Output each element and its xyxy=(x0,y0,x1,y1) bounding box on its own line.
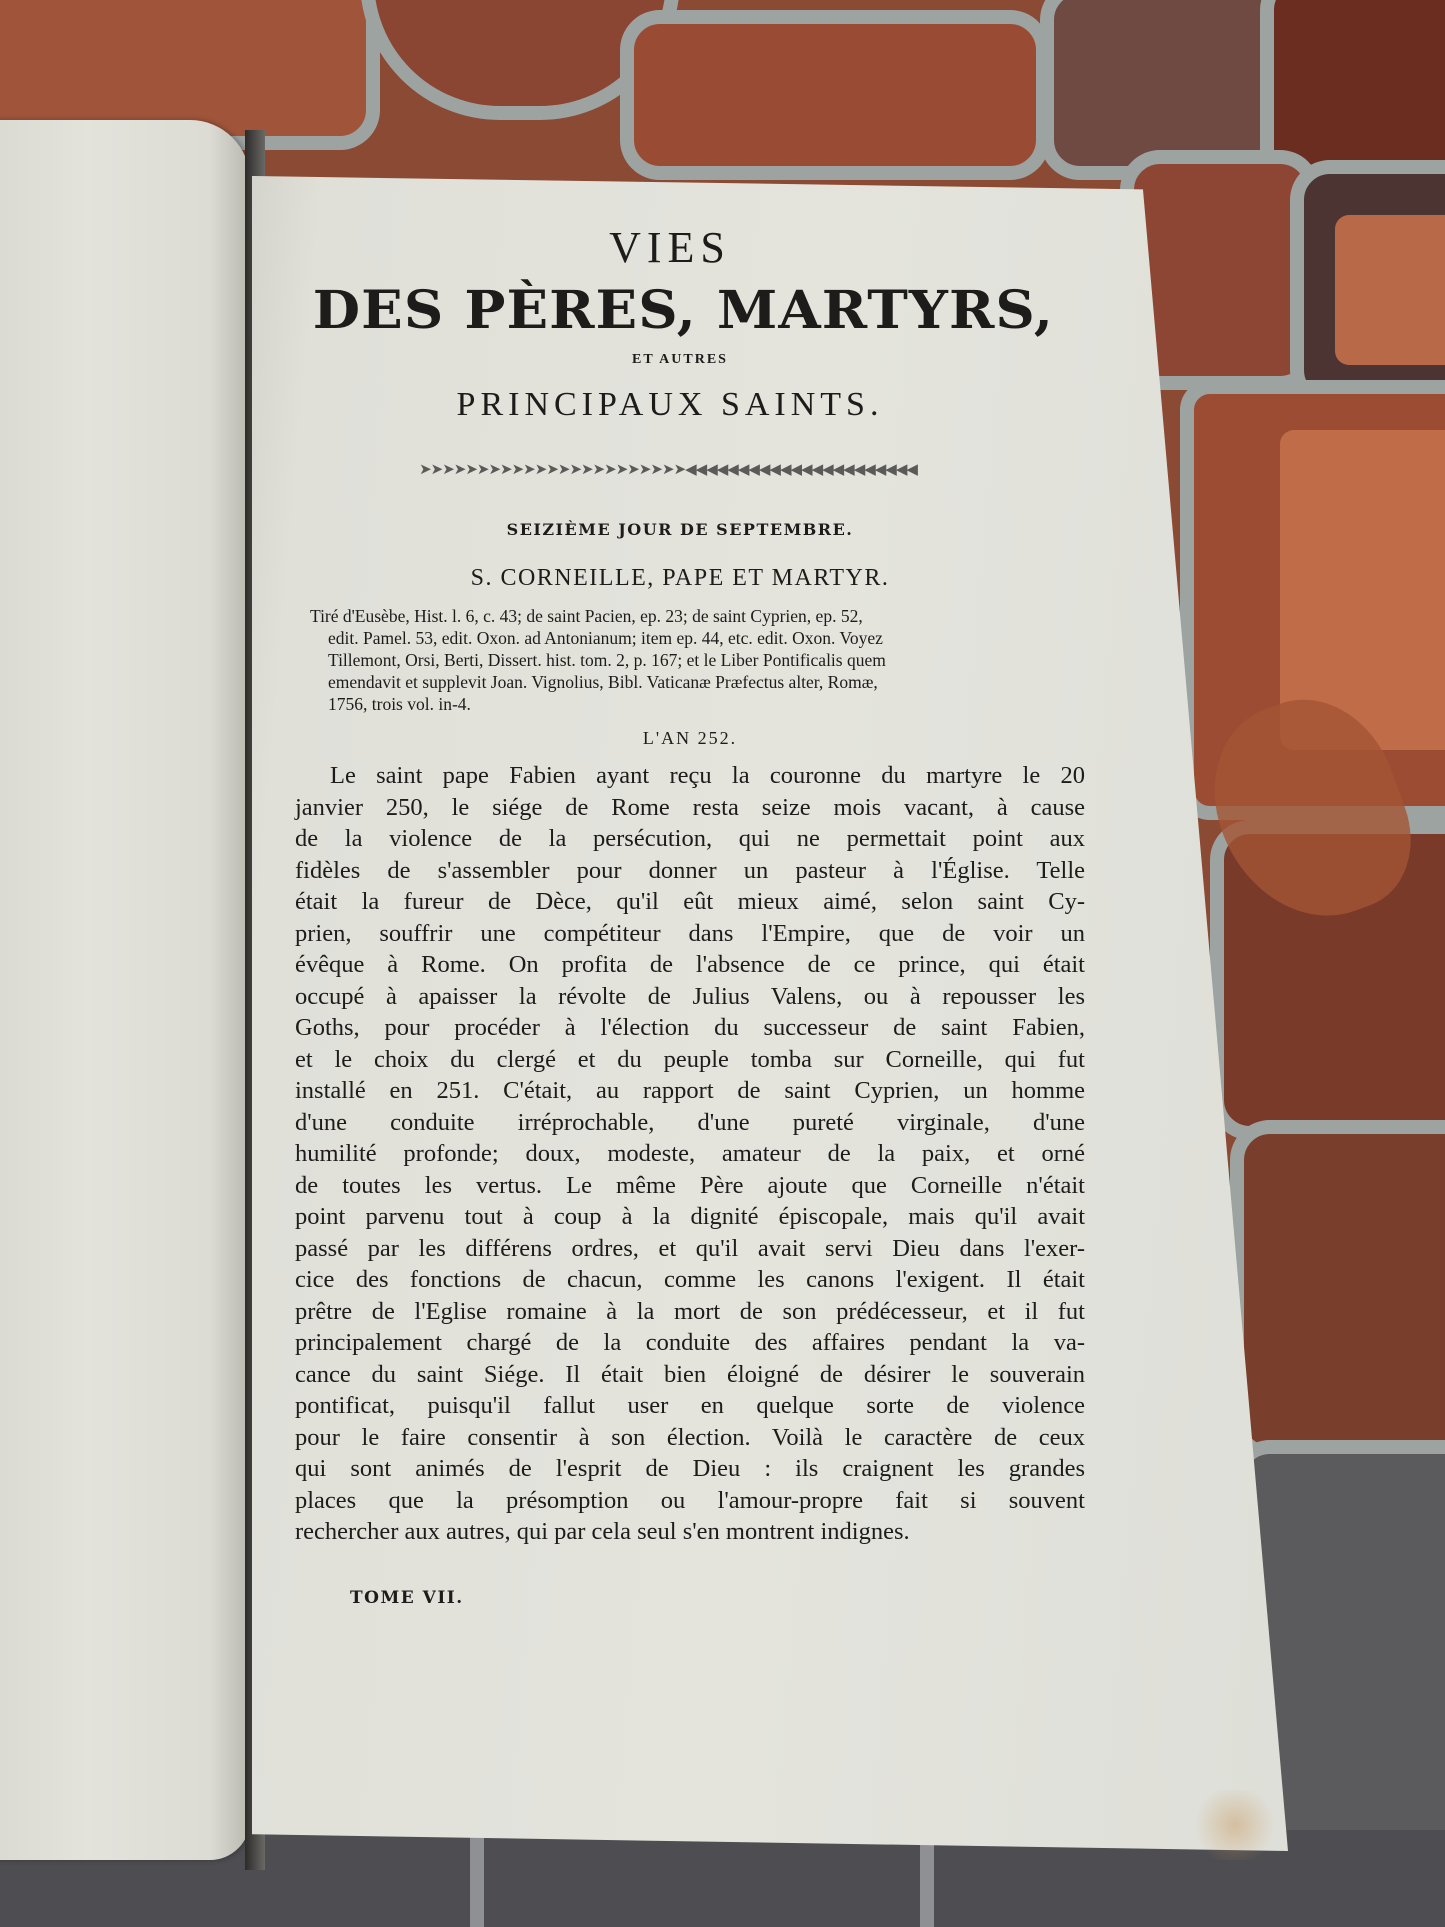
body-line: de toutes les vertus. Le même Père ajoute que Corneille n'était xyxy=(295,1171,1085,1199)
body-line: d'une conduite irréprochable, d'une pureté virginale, d'une xyxy=(295,1108,1085,1136)
body-line: rechercher aux autres, qui par cela seul s'en montrent indignes. xyxy=(295,1518,910,1545)
title-et-autres: ET AUTRES xyxy=(632,352,728,367)
body-line: prien, souffrir une compétiteur dans l'Empire, que de voir un xyxy=(295,919,1085,947)
body-line: cance du saint Siége. Il était bien éloigné de désirer le souverain xyxy=(295,1360,1085,1388)
body-line: places que la présomption ou l'amour-propre fait si souvent xyxy=(295,1486,1085,1514)
body-line: janvier 250, le siége de Rome resta seize mois vacant, à cause xyxy=(295,793,1085,821)
citation-line: Tillemont, Orsi, Berti, Dissert. hist. tom. 2, p. 167; et le Liber Pontificalis quem xyxy=(328,650,886,670)
body-line: qui sont animés de l'esprit de Dieu : ils craignent les grandes xyxy=(295,1455,1085,1482)
citation-line: Tiré d'Eusèbe, Hist. l. 6, c. 43; de saint Pacien, ep. 23; de saint Cyprien, ep. 52, xyxy=(310,606,863,626)
source-citation xyxy=(310,605,1040,715)
body-line: pontificat, puisqu'il fallut user en quelque sorte de violence xyxy=(295,1392,1085,1419)
body-line: point parvenu tout à coup à la dignité épiscopale, mais qu'il avait xyxy=(295,1203,1085,1230)
ornamental-rule: ➤➤➤➤➤➤➤➤➤➤➤➤➤➤➤➤➤➤➤➤➤➤➤◀◀◀◀◀◀◀◀◀◀◀◀◀◀◀◀◀◀◀◀◀◀ xyxy=(419,462,917,478)
body-line: passé par les différens ordres, et qu'il avait servi Dieu dans l'exer- xyxy=(295,1234,1085,1262)
citation-line: edit. Pamel. 53, edit. Oxon. ad Antonianum; item ep. 44, etc. edit. Oxon. Voyez xyxy=(328,628,883,648)
body-line: principalement chargé de la conduite des affaires pendant la va- xyxy=(295,1329,1085,1356)
day-heading: SEIZIÈME JOUR DE SEPTEMBRE. xyxy=(506,520,854,539)
body-line: installé en 251. C'était, au rapport de saint Cyprien, un homme xyxy=(295,1077,1085,1104)
citation-line: emendavit et supplevit Joan. Vignolius, Bibl. Vaticanæ Præfectus alter, Romæ, xyxy=(328,672,878,692)
citation-line: 1756, trois vol. in-4. xyxy=(328,694,471,714)
body-line: de la violence de la persécution, qui ne permettait point aux xyxy=(295,825,1085,852)
body-line: prêtre de l'Eglise romaine à la mort de son prédécesseur, et il fut xyxy=(295,1297,1085,1325)
body-line: et le choix du clergé et du peuple tomba sur Corneille, qui fut xyxy=(295,1045,1085,1073)
body-line: pour le faire consentir à son élection. Voilà le caractère de ceux xyxy=(295,1423,1085,1451)
title-peres-martyrs: DES PÈRES, MARTYRS, xyxy=(312,280,1054,341)
title-principaux-saints: PRINCIPAUX SAINTS. xyxy=(456,386,884,423)
body-paragraph xyxy=(295,760,1085,1548)
year-heading: L'AN 252. xyxy=(642,728,738,748)
body-line: humilité profonde; doux, modeste, amateur de la paix, et orné xyxy=(295,1140,1085,1167)
body-line: était la fureur de Dèce, qu'il eût mieux aimé, selon saint Cy- xyxy=(295,888,1085,915)
body-line: cice des fonctions de chacun, comme les canons l'exigent. Il était xyxy=(295,1266,1085,1293)
title-vies: VIES xyxy=(609,223,731,272)
volume-signature: TOME VII. xyxy=(350,1588,464,1608)
body-line: évêque à Rome. On profita de l'absence de ce prince, qui était xyxy=(295,951,1085,978)
body-line: occupé à apaisser la révolte de Julius Valens, ou à repousser les xyxy=(295,982,1085,1010)
saint-heading: S. CORNEILLE, PAPE ET MARTYR. xyxy=(470,565,890,591)
body-line: Goths, pour procéder à l'élection du successeur de saint Fabien, xyxy=(295,1014,1085,1041)
body-line: Le saint pape Fabien ayant reçu la couronne du martyre le 20 xyxy=(330,762,1085,789)
body-line: fidèles de s'assembler pour donner un pasteur à l'Église. Telle xyxy=(295,856,1085,884)
